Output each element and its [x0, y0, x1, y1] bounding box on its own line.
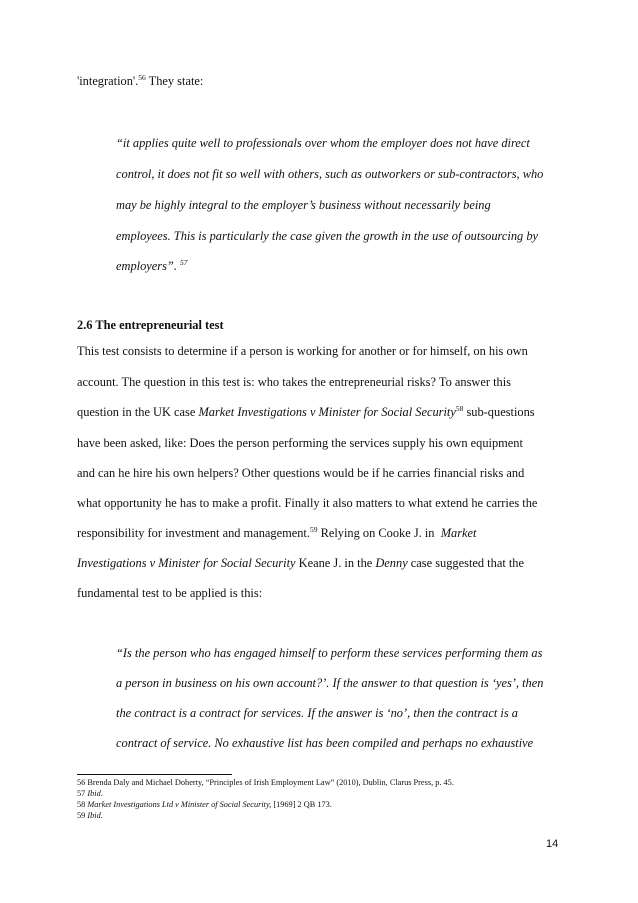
footnote-number: 59	[77, 811, 88, 820]
para-line: have been asked, like: Does the person performing the services supply his own equipment	[77, 436, 523, 450]
quote1-line: may be highly integral to the employer’s business without necessarily being	[116, 198, 491, 212]
quote1-line: “it applies quite well to professionals over whom the employer does not have direct	[116, 136, 530, 150]
quote1-line	[116, 258, 188, 274]
quote2-line: “Is the person who has engaged himself to perform these services performing them as	[116, 646, 543, 660]
intro-text: 'integration'.	[77, 74, 139, 88]
case-name: Market Investigations v Minister for Social Security	[198, 405, 456, 419]
para-text: Relying on Cooke J. in	[317, 526, 441, 540]
footnote-text: Ibid	[87, 789, 101, 798]
footnote-59	[77, 811, 103, 821]
footnote-case: Market Investigations Ltd v Minister of Social Security,	[87, 800, 272, 809]
footnote-ref-57: 57	[180, 258, 188, 267]
footnote-56: 56 Brenda Daly and Michael Doherty, “Principles of Irish Employment Law” (2010), Dublin, Clarus Press, p. 45.	[77, 778, 454, 787]
para-text: question in the UK case	[77, 405, 199, 419]
footnote-58	[77, 800, 332, 810]
footnote-ref-59: 59	[309, 525, 318, 534]
footnote-number: 57	[77, 789, 88, 798]
para-line: account. The question in this test is: who takes the entrepreneurial risks? To answer this	[77, 375, 511, 389]
quote1-line: employees. This is particularly the case given the growth in the use of outsourcing by	[116, 229, 539, 243]
intro-line	[77, 73, 203, 89]
case-name: Investigations v Minister for Social Security	[77, 556, 296, 570]
quote2-line: a person in business on his own account?’. If the answer to that question is ‘yes’, then	[116, 676, 544, 690]
para-text: case suggested that the	[407, 556, 524, 570]
footnote-punct: .	[100, 789, 103, 798]
para-line	[77, 404, 535, 420]
para-line: and can he hire his own helpers? Other questions would be if he carries financial risks and	[77, 466, 525, 480]
footnote-number: 58	[77, 800, 88, 809]
case-name: Denny	[375, 556, 408, 570]
page-number: 14	[546, 838, 559, 850]
quote1-line: control, it does not fit so well with others, such as outworkers or sub-contractors, who	[116, 167, 544, 181]
footnote-punct: .	[100, 811, 103, 820]
footnote-ref-58: 58	[455, 404, 464, 413]
para-text: Keane J. in the	[295, 556, 376, 570]
footnote-57	[77, 789, 103, 799]
footnote-ref-56: 56	[138, 73, 146, 82]
para-text: sub-questions	[463, 405, 535, 419]
para-line: This test consists to determine if a person is working for another or for himself, on his own	[77, 344, 528, 358]
para-text: responsibility for investment and management.	[77, 526, 310, 540]
quote2-line: the contract is a contract for services. If the answer is ‘no’, then the contract is a	[116, 706, 518, 720]
quote1-end-text: employers”.	[116, 259, 177, 273]
footnote-divider	[77, 774, 232, 775]
para-line	[77, 525, 476, 541]
section-heading: 2.6 The entrepreneurial test	[77, 318, 224, 332]
footnote-text: Ibid	[87, 811, 101, 820]
quote2-line: contract of service. No exhaustive list has been compiled and perhaps no exhaustive	[116, 736, 534, 750]
intro-text-end: They state:	[145, 74, 204, 88]
case-name: Market	[440, 526, 477, 540]
para-line: fundamental test to be applied is this:	[77, 586, 263, 600]
para-line: what opportunity he has to make a profit. Finally it also matters to what extend he carries the	[77, 496, 538, 510]
para-line	[77, 555, 524, 571]
footnote-citation: [1969] 2 QB 173.	[271, 800, 332, 809]
